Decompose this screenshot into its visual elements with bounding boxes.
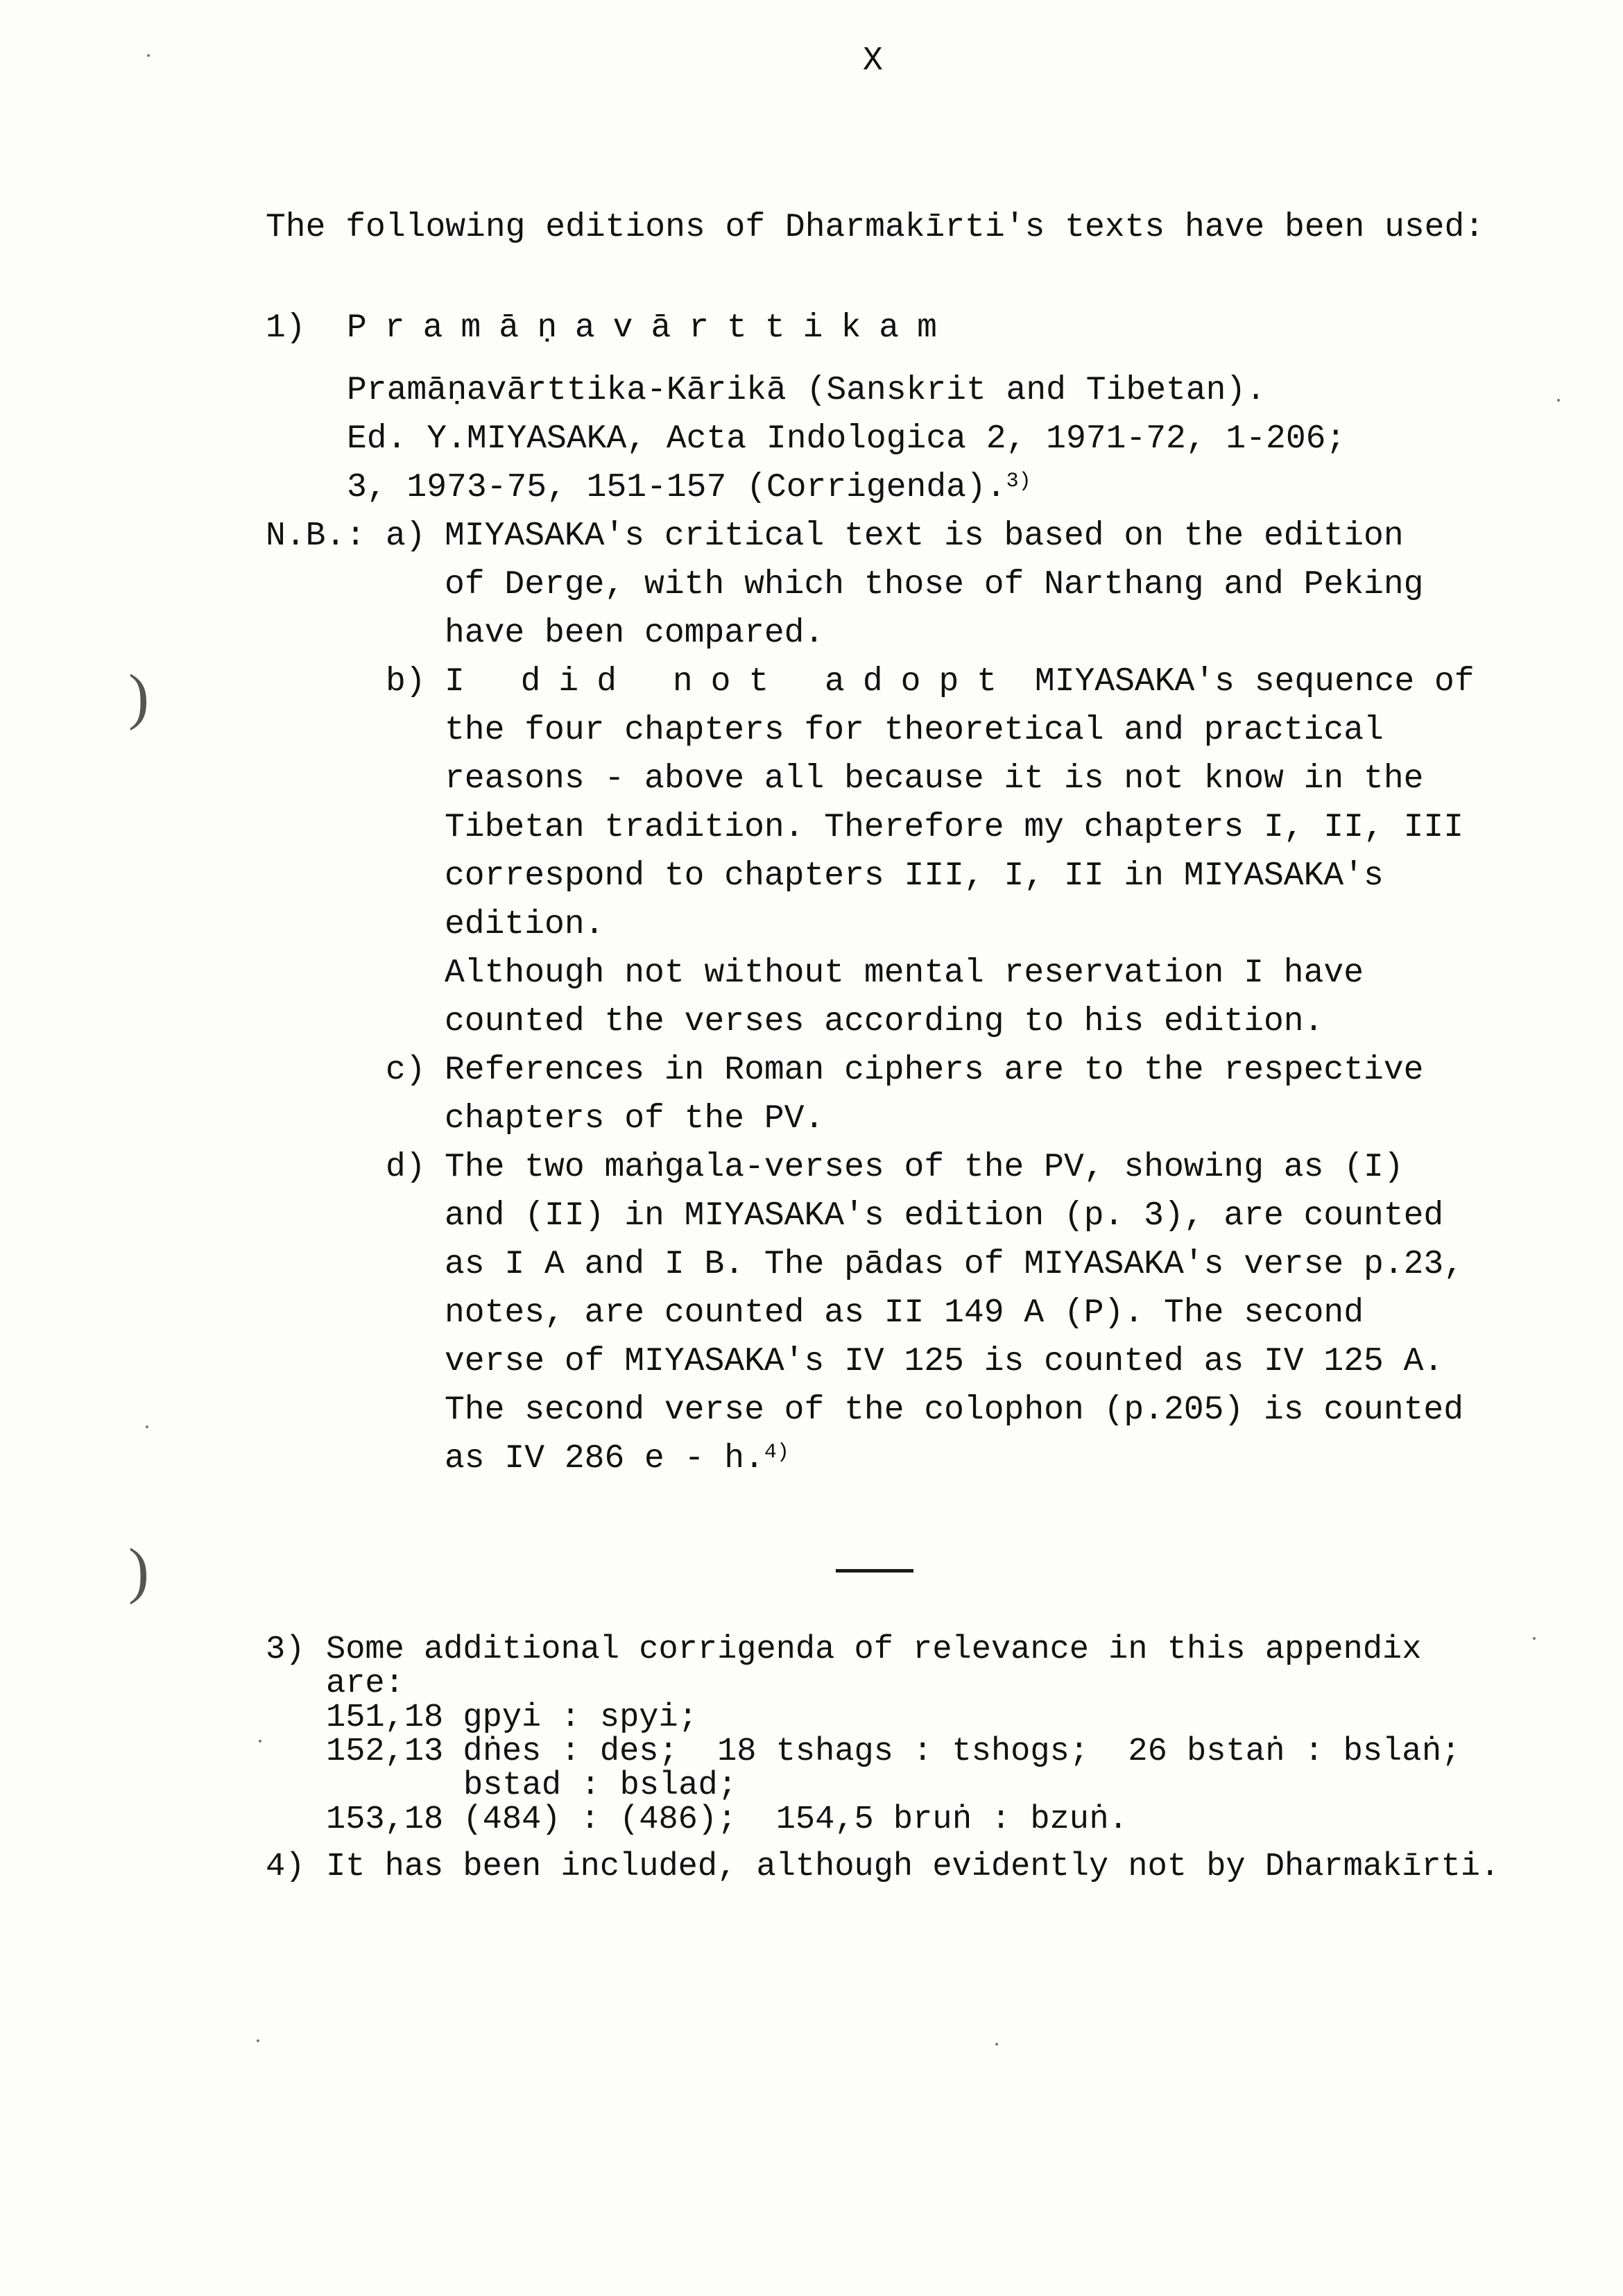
nb-item-line-text: MIYASAKA's sequence of [1015,663,1475,701]
separator-text [836,1545,902,1587]
nb-item-line: correspond to chapters III, I, II in MIYASAKA's [445,857,1384,895]
footnote-marker: 3) [266,1631,305,1668]
scan-speck [259,1740,261,1742]
page-number: X [863,42,883,80]
nb-item-line: and (II) in MIYASAKA's edition (p. 3), are counted [445,1197,1444,1235]
nb-item-line: of Derge, with which those of Narthang and Peking [445,566,1424,603]
scan-speck [147,54,150,57]
nb-item-line: The two maṅgala-verses of the PV, showing as (I) [445,1149,1404,1186]
nb-item-line-text: as IV 286 e - h. [445,1440,764,1477]
nb-item-line: chapters of the PV. [445,1100,825,1138]
scan-speck [146,1425,148,1428]
footnote-ref: 3) [1006,470,1031,493]
nb-item-line: counted the verses according to his edition. [445,1003,1324,1040]
footnote-line: are: [326,1665,404,1702]
entry-title: Pramāṇavārttikam [347,309,955,347]
entry-line-text: 3, 1973-75, 151-157 (Corrigenda). [347,469,1006,506]
entry-line: Pramāṇavārttika-Kārikā (Sanskrit and Tibetan). [347,372,1266,409]
footnote-line: It has been included, although evidently not by Dharmakīrti. [326,1849,1500,1885]
entry-number: 1) [266,309,306,347]
nb-item-line: References in Roman ciphers are to the respective [445,1052,1424,1089]
nb-item-line: notes, are counted as II 149 A (P). The second [445,1294,1364,1332]
entry-line [347,467,1031,512]
footnote-ref: 4) [764,1441,789,1464]
scan-speck [257,2039,259,2042]
nb-item-marker: a) [386,517,426,555]
emphasis-text: I did not adopt [445,663,1015,701]
nb-item-line: edition. [445,906,605,943]
nb-label: N.B.: [266,517,366,555]
footnote-line: 153,18 (484) : (486); 154,5 bruṅ : bzuṅ. [326,1801,1128,1838]
footnote-line: 151,18 gpyi : spyi; [326,1699,698,1736]
nb-item-line [445,1438,789,1483]
scan-mark: ) [128,1536,149,1605]
scan-mark: ) [128,662,149,731]
nb-item-marker: c) [386,1052,426,1089]
nb-item-line: reasons - above all because it is not know in the [445,760,1424,798]
nb-item-line: Although not without mental reservation I have [445,954,1364,992]
nb-item-line: The second verse of the colophon (p.205) is counted [445,1391,1464,1429]
footnote-line: 152,13 dṅes : des; 18 tshags : tshogs; 26 bstaṅ : bslaṅ; [326,1733,1461,1770]
scan-speck [995,2043,998,2046]
nb-item-marker: d) [386,1149,426,1186]
entry-line: Ed. Y.MIYASAKA, Acta Indologica 2, 1971-72, 1-206; [347,420,1346,458]
nb-item-line: MIYASAKA's critical text is based on the edition [445,517,1404,555]
scan-speck [1557,399,1560,402]
nb-item-line: verse of MIYASAKA's IV 125 is counted as IV 125 A. [445,1343,1444,1380]
footnote-line: bstad : bslad; [463,1767,737,1804]
nb-item-line: as I A and I B. The pādas of MIYASAKA's verse p.23, [445,1246,1464,1283]
footnote-marker: 4) [266,1849,305,1885]
nb-item-line [445,661,1475,703]
footnote-line: Some additional corrigenda of relevance in this appendix [326,1631,1422,1668]
nb-item-marker: b) [386,663,426,701]
intro-sentence: The following editions of Dharmakīrti's texts have been used: [266,209,1485,246]
nb-item-line: the four chapters for theoretical and practical [445,712,1384,749]
nb-item-line: have been compared. [445,615,825,652]
scan-speck [1533,1637,1536,1640]
nb-item-line: Tibetan tradition. Therefore my chapters I, II, III [445,809,1464,846]
